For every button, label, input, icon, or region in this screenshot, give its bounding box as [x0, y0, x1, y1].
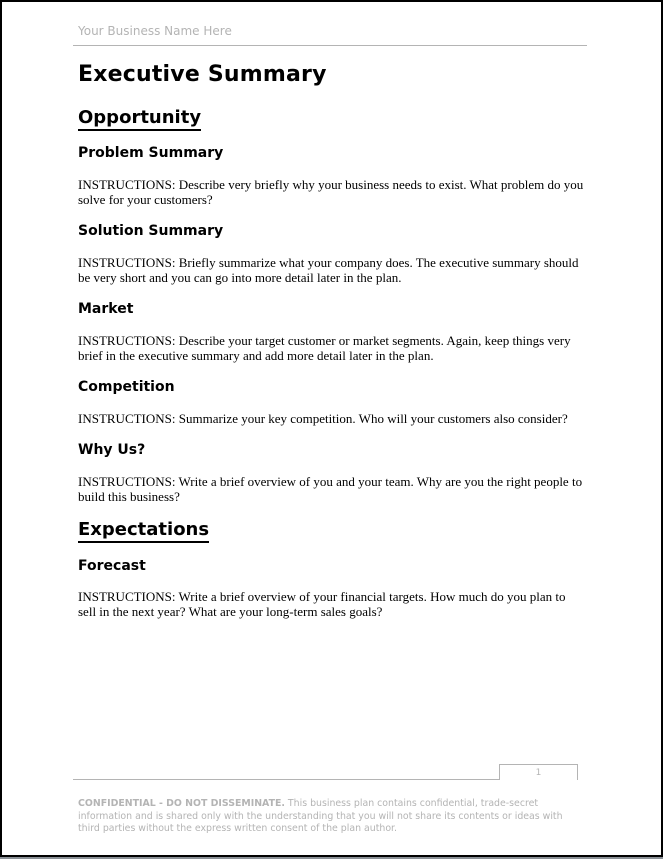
confidential-text-line: This business plan contains confidential, trade-secret	[284, 798, 539, 809]
page-title: Executive Summary	[78, 62, 327, 87]
header-business-name: Your Business Name Here	[78, 24, 232, 38]
confidential-text-line: information and is shared only with the understanding that you will not share its contents or ideas with	[78, 810, 563, 822]
subsection-heading-problem-summary: Problem Summary	[78, 145, 224, 161]
subsection-heading-forecast: Forecast	[78, 558, 146, 574]
instructions-why-us	[78, 474, 593, 504]
header-divider	[73, 45, 587, 46]
section-heading-expectations: Expectations	[78, 519, 209, 543]
instructions-problem-summary	[78, 177, 593, 207]
text-line: INSTRUCTIONS: Briefly summarize what your company does. The executive summary should	[78, 255, 579, 270]
subsection-heading-why-us: Why Us?	[78, 442, 146, 458]
confidentiality-notice	[78, 798, 588, 836]
confidential-label: CONFIDENTIAL - DO NOT DISSEMINATE.	[78, 798, 285, 809]
text-line: brief in the executive summary and add more detail later in the plan.	[78, 348, 434, 363]
page-number: 1	[535, 768, 542, 778]
text-line: sell in the next year? What are your long-term sales goals?	[78, 604, 383, 619]
text-line: INSTRUCTIONS: Write a brief overview of your financial targets. How much do you plan to	[78, 589, 566, 604]
text-line: INSTRUCTIONS: Write a brief overview of you and your team. Why are you the right people to	[78, 474, 583, 489]
instructions-market	[78, 333, 593, 363]
confidential-text-line: third parties without the express written consent of the plan author.	[78, 823, 398, 834]
text-line: INSTRUCTIONS: Describe very briefly why your business needs to exist. What problem do you	[78, 177, 584, 192]
section-heading-opportunity: Opportunity	[78, 107, 201, 131]
text-line: build this business?	[78, 489, 180, 504]
text-line: solve for your customers?	[78, 192, 213, 207]
page-number-tab	[499, 764, 578, 780]
subsection-heading-competition: Competition	[78, 379, 175, 395]
instructions-forecast	[78, 589, 593, 619]
subsection-heading-market: Market	[78, 301, 134, 317]
instructions-solution-summary	[78, 255, 593, 285]
subsection-heading-solution-summary: Solution Summary	[78, 223, 224, 239]
text-line: INSTRUCTIONS: Summarize your key competition. Who will your customers also consider?	[78, 411, 568, 426]
footer-divider	[73, 779, 500, 780]
instructions-competition	[78, 411, 593, 426]
text-line: be very short and you can go into more detail later in the plan.	[78, 270, 402, 285]
text-line: INSTRUCTIONS: Describe your target customer or market segments. Again, keep things very	[78, 333, 571, 348]
